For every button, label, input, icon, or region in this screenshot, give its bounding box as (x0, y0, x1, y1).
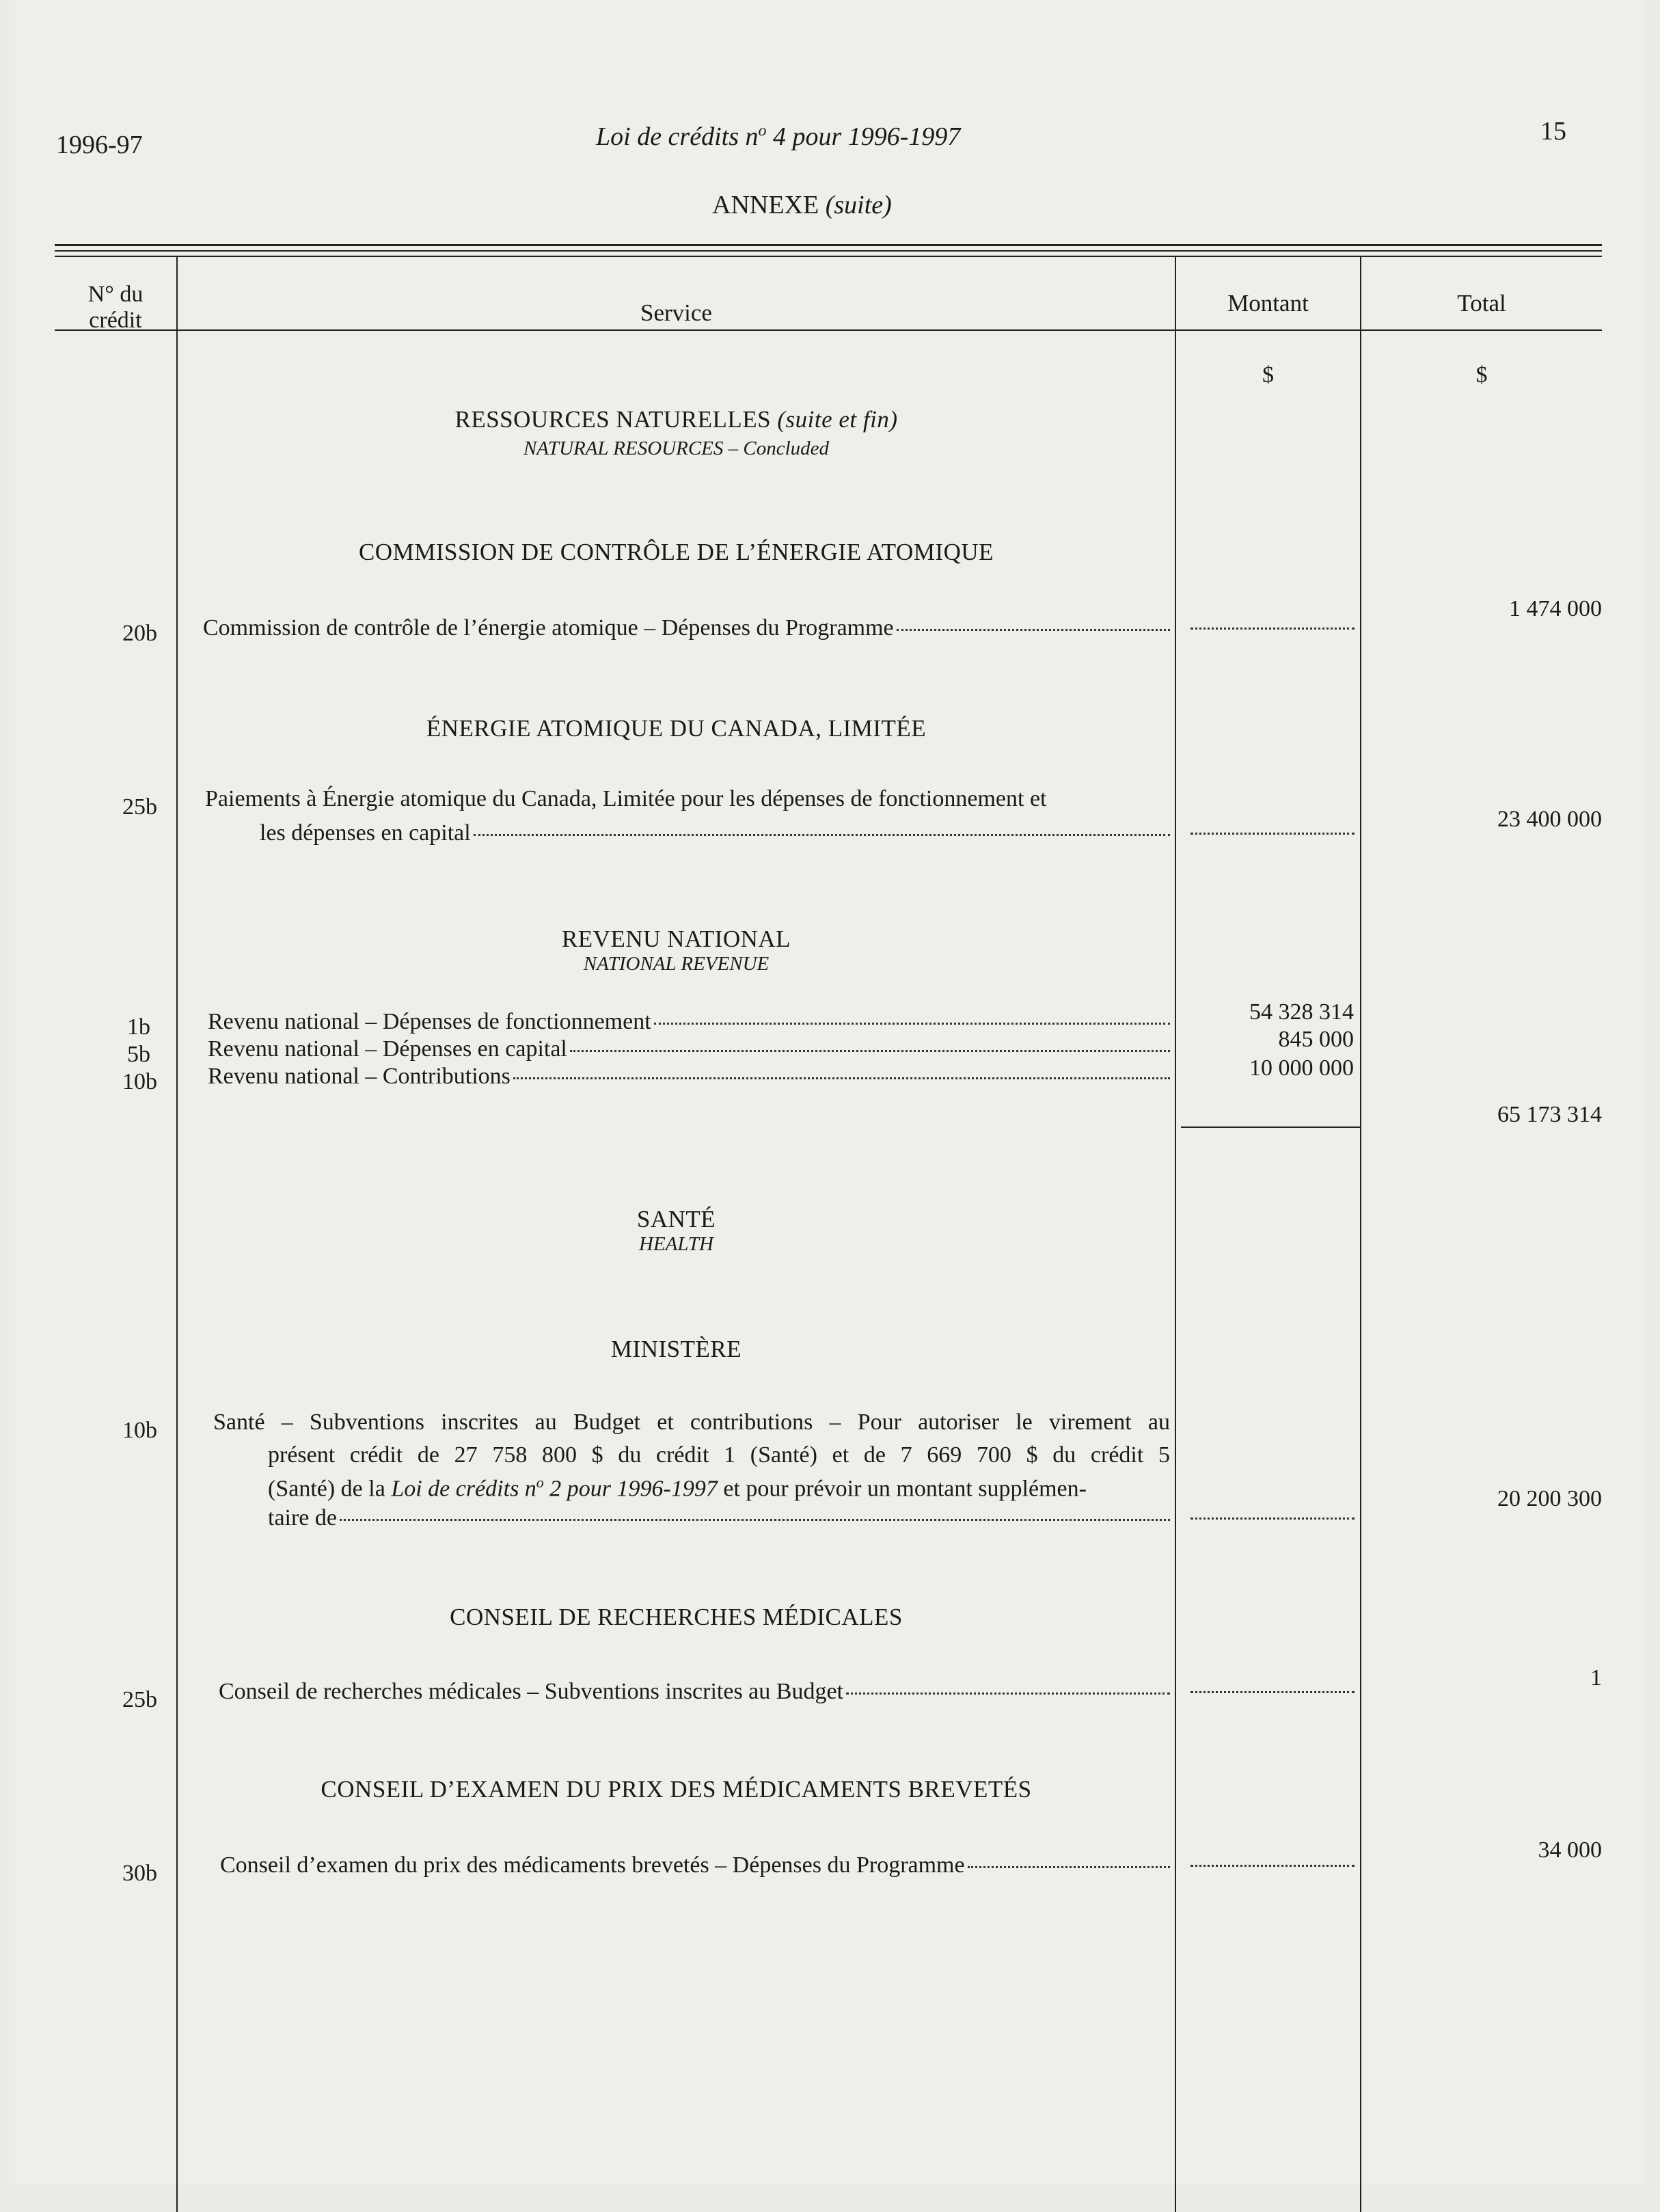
aecl-row (260, 820, 1170, 846)
aecb-amount-leader (1190, 628, 1355, 630)
ministry-line3-d: et pour prévoir un montant supplémen- (717, 1476, 1087, 1502)
amount-unit: $ (1262, 362, 1274, 388)
nr-item-2-vote: 5b (127, 1042, 150, 1067)
pmprb-leader (968, 1866, 1170, 1868)
credit-col-line2: crédit (89, 308, 142, 333)
ministry-leader (340, 1519, 1170, 1521)
natural-resources-title-suffix: (suite et fin) (777, 406, 898, 433)
nr-item-1-desc: Revenu national – Dépenses de fonctionnement (208, 1009, 651, 1034)
col-divider-amount (1360, 257, 1361, 2212)
aecl-leader (474, 834, 1170, 836)
pmprb-row (220, 1852, 1170, 1878)
pmprb-amount-leader (1190, 1865, 1355, 1867)
ministry-amount-leader (1190, 1518, 1355, 1520)
national-revenue-subtitle: NATIONAL REVENUE (583, 953, 770, 975)
ministry-total: 20 200 300 (1497, 1486, 1602, 1511)
ministry-line4-row (268, 1505, 1170, 1531)
col-divider-service (1175, 257, 1176, 2212)
nr-item-3-amount: 10 000 000 (1249, 1055, 1354, 1081)
total-unit: $ (1475, 362, 1488, 388)
natural-resources-title: RESSOURCES NATURELLES (454, 406, 772, 433)
nr-item-1-leader (654, 1023, 1170, 1025)
nr-item-1-vote: 1b (127, 1014, 150, 1040)
section-aecb-title: COMMISSION DE CONTRÔLE DE L’ÉNERGIE ATOMIQUE (358, 539, 994, 565)
pmprb-vote: 30b (122, 1861, 157, 1886)
table-top-rule-2 (55, 250, 1602, 252)
nr-item-1-row (208, 1009, 1170, 1035)
section-ministry-title: MINISTÈRE (610, 1336, 742, 1362)
header-title-suffix: 4 pour 1996-1997 (766, 122, 961, 151)
annex-label: ANNEXE (712, 191, 819, 219)
section-health-title: SANTÉ (636, 1206, 716, 1232)
credit-col-header (55, 282, 176, 334)
nr-item-2-desc: Revenu national – Dépenses en capital (208, 1036, 567, 1062)
ministry-line3-a: (Santé) de la (268, 1476, 392, 1502)
mrc-row (219, 1679, 1170, 1705)
aecb-row (203, 615, 1170, 641)
aecb-vote: 20b (122, 621, 157, 646)
natural-resources-subtitle: NATURAL RESOURCES – Concluded (523, 437, 830, 459)
nr-item-2-leader (570, 1050, 1170, 1052)
nr-item-2-amount: 845 000 (1278, 1027, 1354, 1052)
mrc-vote: 25b (122, 1687, 157, 1712)
nr-item-3-leader (513, 1077, 1170, 1079)
amount-col-header: Montant (1227, 290, 1309, 316)
nr-item-2-row (208, 1036, 1170, 1062)
nr-item-1-amount: 54 328 314 (1249, 999, 1354, 1025)
header-title-sup: o (758, 122, 767, 140)
ministry-line3-sup: o (536, 1474, 544, 1491)
nr-total: 65 173 314 (1497, 1102, 1602, 1127)
page-number: 15 (1540, 117, 1566, 146)
health-subtitle: HEALTH (639, 1233, 713, 1255)
mrc-leader (846, 1692, 1170, 1695)
header-title-prefix: Loi de crédits n (596, 122, 759, 151)
aecl-vote: 25b (122, 794, 157, 820)
section-mrc-title: CONSEIL DE RECHERCHES MÉDICALES (450, 1604, 903, 1630)
ministry-line2: présent crédit de 27 758 800 $ du crédit 1 (Santé) et de 7 669 700 $ du crédit 5 (268, 1442, 1170, 1468)
aecb-leader (897, 629, 1170, 631)
section-aecl-title: ÉNERGIE ATOMIQUE DU CANADA, LIMITÉE (426, 715, 927, 742)
total-col-header: Total (1457, 290, 1506, 316)
mrc-total: 1 (1590, 1665, 1602, 1690)
annex-suite: (suite) (825, 191, 892, 219)
header-year: 1996-97 (56, 131, 143, 159)
annex-title (712, 190, 892, 220)
aecb-desc: Commission de contrôle de l’énergie atomique – Dépenses du Programme (203, 615, 894, 640)
document-page (15, 0, 1645, 2183)
nr-item-3-row (208, 1064, 1170, 1090)
ministry-vote: 10b (122, 1418, 157, 1443)
mrc-amount-leader (1190, 1691, 1355, 1693)
service-col-header: Service (640, 299, 712, 326)
aecl-amount-leader (1190, 833, 1355, 835)
table-top-rule-3 (55, 256, 1602, 257)
ministry-line3-c: 2 pour 1996-1997 (543, 1476, 718, 1502)
nr-subtotal-rule (1181, 1127, 1360, 1128)
nr-item-3-vote: 10b (122, 1069, 157, 1094)
ministry-line1: Santé – Subventions inscrites au Budget et contributions – Pour autoriser le virement au (213, 1410, 1170, 1435)
section-national-revenue-title: REVENU NATIONAL (561, 926, 791, 952)
section-pmprb-title: CONSEIL D’EXAMEN DU PRIX DES MÉDICAMENTS BREVETÉS (321, 1776, 1032, 1803)
table-top-rule-1 (55, 244, 1602, 246)
section-natural-resources-title (178, 406, 1175, 433)
aecl-desc-line1: Paiements à Énergie atomique du Canada, Limitée pour les dépenses de fonctionnement et (205, 786, 1047, 811)
aecl-total: 23 400 000 (1497, 807, 1602, 832)
pmprb-desc: Conseil d’examen du prix des médicaments brevetés – Dépenses du Programme (220, 1852, 965, 1878)
aecl-desc-line2: les dépenses en capital (260, 820, 471, 846)
nr-item-3-desc: Revenu national – Contributions (208, 1064, 511, 1089)
header-title (596, 122, 960, 152)
credit-col-line1: N° du (87, 282, 144, 307)
mrc-desc: Conseil de recherches médicales – Subventions inscrites au Budget (219, 1679, 843, 1704)
ministry-line3 (268, 1474, 1087, 1502)
aecb-total: 1 474 000 (1509, 596, 1602, 621)
table-header-rule (55, 329, 1602, 331)
ministry-line3-b: Loi de crédits n (391, 1476, 536, 1502)
pmprb-total: 34 000 (1538, 1837, 1602, 1863)
ministry-line4: taire de (268, 1505, 337, 1530)
